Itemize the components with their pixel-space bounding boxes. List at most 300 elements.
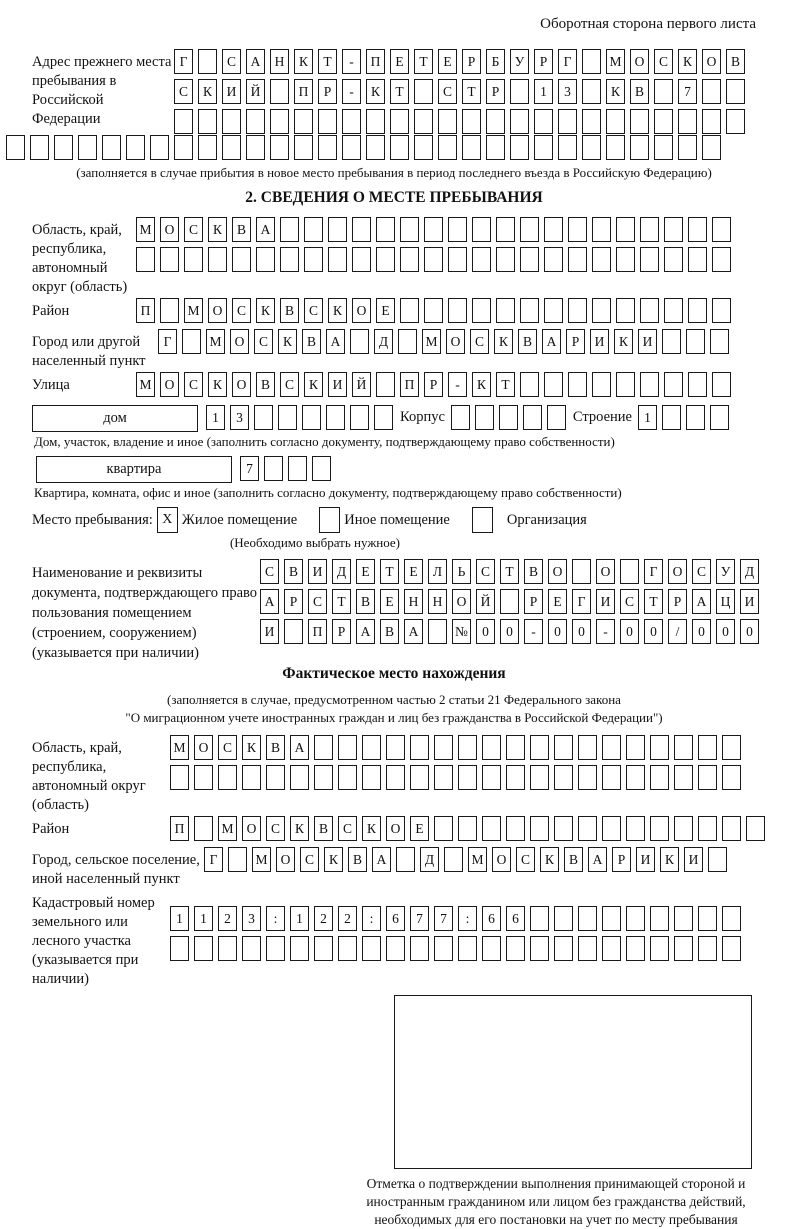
char-box — [568, 247, 587, 272]
char-box: С — [260, 559, 279, 584]
char-box — [198, 135, 217, 160]
char-box: В — [380, 619, 399, 644]
char-box — [654, 109, 673, 134]
char-box — [318, 135, 337, 160]
char-box: В — [630, 79, 649, 104]
char-box: К — [278, 329, 297, 354]
char-box — [376, 247, 395, 272]
char-box: О — [276, 847, 295, 872]
char-box: А — [372, 847, 391, 872]
char-box — [386, 765, 405, 790]
char-box — [312, 456, 331, 481]
char-box — [264, 456, 283, 481]
char-box: М — [252, 847, 271, 872]
char-box — [6, 135, 25, 160]
char-box: К — [328, 298, 347, 323]
char-box: О — [386, 816, 405, 841]
char-box — [182, 329, 201, 354]
char-box — [342, 109, 361, 134]
char-box: М — [422, 329, 441, 354]
char-box — [582, 109, 601, 134]
char-box: - — [448, 372, 467, 397]
option-zhiloe-label: Жилое помещение — [181, 511, 298, 528]
char-box: В — [314, 816, 333, 841]
char-box — [554, 765, 573, 790]
char-box — [30, 135, 49, 160]
char-box — [472, 217, 491, 242]
char-box: Т — [380, 559, 399, 584]
char-box: К — [614, 329, 633, 354]
char-box: А — [404, 619, 423, 644]
char-box — [640, 372, 659, 397]
char-box — [434, 765, 453, 790]
document-label: Наименование и реквизиты документа, подтверждающего право пользования помещением (строением, сооружением) (указывается при наличии) — [32, 565, 258, 661]
char-box — [592, 372, 611, 397]
char-box: П — [170, 816, 189, 841]
char-box: П — [366, 49, 385, 74]
char-box: Г — [204, 847, 223, 872]
char-box: 0 — [716, 619, 735, 644]
char-box — [578, 936, 597, 961]
char-box: Е — [410, 816, 429, 841]
char-box: К — [242, 735, 261, 760]
char-box: 0 — [548, 619, 567, 644]
dom-block — [32, 405, 756, 432]
char-box: Й — [352, 372, 371, 397]
char-box: П — [294, 79, 313, 104]
char-box — [280, 217, 299, 242]
char-box: В — [284, 559, 303, 584]
char-box — [530, 906, 549, 931]
char-box — [698, 735, 717, 760]
char-box: 0 — [572, 619, 591, 644]
kvartira-box: квартира — [36, 456, 232, 483]
char-box — [578, 906, 597, 931]
char-box — [410, 735, 429, 760]
char-box: Г — [158, 329, 177, 354]
char-box — [722, 765, 741, 790]
char-box — [664, 372, 683, 397]
char-box: Р — [424, 372, 443, 397]
char-box — [294, 135, 313, 160]
oblast-block — [32, 217, 756, 297]
char-box: С — [300, 847, 319, 872]
char-box — [328, 247, 347, 272]
char-box: М — [206, 329, 225, 354]
char-box — [326, 405, 345, 430]
char-box: В — [348, 847, 367, 872]
char-box — [458, 735, 477, 760]
char-box — [616, 372, 635, 397]
kvartira-cells — [240, 456, 336, 481]
char-box: - — [342, 79, 361, 104]
char-box: Р — [284, 589, 303, 614]
char-box: Т — [390, 79, 409, 104]
char-box: 6 — [482, 906, 501, 931]
char-box — [506, 816, 525, 841]
char-box — [568, 372, 587, 397]
char-box — [362, 936, 381, 961]
char-box — [698, 765, 717, 790]
char-box — [218, 765, 237, 790]
char-box — [630, 109, 649, 134]
char-box — [530, 735, 549, 760]
char-box: Й — [476, 589, 495, 614]
char-box — [280, 247, 299, 272]
char-box — [150, 135, 169, 160]
mesto-label: Место пребывания: — [32, 511, 153, 528]
checkbox-inoe — [319, 507, 340, 533]
char-box: В — [266, 735, 285, 760]
char-box: С — [266, 816, 285, 841]
char-box: М — [136, 217, 155, 242]
char-box — [246, 109, 265, 134]
document-row-2 — [260, 589, 764, 614]
char-box: К — [256, 298, 275, 323]
char-box — [174, 109, 193, 134]
char-box — [708, 847, 727, 872]
char-box — [400, 247, 419, 272]
fact-gorod-row — [204, 847, 732, 872]
char-box — [520, 372, 539, 397]
char-box — [616, 217, 635, 242]
char-box — [602, 906, 621, 931]
char-box — [174, 135, 193, 160]
char-box — [472, 298, 491, 323]
char-box — [602, 816, 621, 841]
char-box — [496, 298, 515, 323]
char-box — [350, 329, 369, 354]
char-box: К — [304, 372, 323, 397]
prev-address-row-4 — [6, 135, 756, 160]
fact-raion-block — [32, 816, 756, 846]
char-box: Е — [404, 559, 423, 584]
prev-address-row-3 — [174, 109, 750, 134]
prev-address-row-1 — [174, 49, 750, 74]
char-box: О — [160, 372, 179, 397]
char-box — [640, 217, 659, 242]
char-box: В — [564, 847, 583, 872]
char-box: С — [232, 298, 251, 323]
char-box — [686, 329, 705, 354]
option-organizaciya-label: Организация — [506, 511, 587, 528]
fact-gorod-label: Город, сельское поселение, иной населенный пункт — [32, 852, 200, 887]
char-box — [350, 405, 369, 430]
char-box: 0 — [476, 619, 495, 644]
char-box: С — [254, 329, 273, 354]
char-box: О — [232, 372, 251, 397]
char-box: С — [174, 79, 193, 104]
char-box: С — [218, 735, 237, 760]
kadastr-row-1 — [170, 906, 746, 931]
char-box: Н — [404, 589, 423, 614]
char-box — [688, 217, 707, 242]
char-box — [246, 135, 265, 160]
char-box — [458, 816, 477, 841]
char-box: 6 — [386, 906, 405, 931]
char-box — [314, 936, 333, 961]
char-box: Р — [462, 49, 481, 74]
char-box — [451, 405, 470, 430]
char-box — [650, 816, 669, 841]
char-box: С — [280, 372, 299, 397]
char-box — [544, 298, 563, 323]
char-box — [578, 816, 597, 841]
oblast-label: Область, край, республика, автономный округ (область) — [32, 222, 128, 295]
char-box — [482, 765, 501, 790]
char-box — [136, 247, 155, 272]
char-box: В — [726, 49, 745, 74]
char-box: В — [256, 372, 275, 397]
char-box — [386, 735, 405, 760]
char-box — [554, 906, 573, 931]
char-box: Б — [486, 49, 505, 74]
char-box — [472, 247, 491, 272]
char-box — [54, 135, 73, 160]
stroenie-cells — [638, 405, 734, 430]
char-box: К — [198, 79, 217, 104]
char-box — [362, 765, 381, 790]
char-box — [458, 936, 477, 961]
char-box: И — [308, 559, 327, 584]
char-box — [434, 816, 453, 841]
char-box — [496, 247, 515, 272]
char-box — [712, 372, 731, 397]
char-box — [222, 109, 241, 134]
char-box — [390, 109, 409, 134]
char-box: С — [620, 589, 639, 614]
char-box: С — [438, 79, 457, 104]
char-box — [254, 405, 273, 430]
char-box — [278, 405, 297, 430]
char-box: К — [678, 49, 697, 74]
char-box: / — [668, 619, 687, 644]
oblast-row-1 — [136, 217, 736, 242]
char-box: Ь — [452, 559, 471, 584]
char-box: 1 — [194, 906, 213, 931]
char-box — [592, 247, 611, 272]
char-box: С — [222, 49, 241, 74]
char-box — [726, 109, 745, 134]
document-block — [32, 559, 756, 663]
char-box: О — [492, 847, 511, 872]
char-box — [160, 298, 179, 323]
char-box — [438, 109, 457, 134]
char-box — [184, 247, 203, 272]
char-box: : — [266, 906, 285, 931]
char-box — [290, 936, 309, 961]
char-box — [410, 765, 429, 790]
char-box — [534, 135, 553, 160]
char-box — [284, 619, 303, 644]
char-box — [726, 79, 745, 104]
char-box: Г — [572, 589, 591, 614]
char-box: 3 — [242, 906, 261, 931]
char-box: И — [684, 847, 703, 872]
char-box — [376, 217, 395, 242]
char-box — [674, 765, 693, 790]
char-box — [547, 405, 566, 430]
char-box — [499, 405, 518, 430]
char-box — [414, 135, 433, 160]
stamp-area — [32, 995, 756, 1229]
char-box: М — [170, 735, 189, 760]
char-box — [374, 405, 393, 430]
char-box — [510, 135, 529, 160]
char-box: Е — [376, 298, 395, 323]
char-box — [218, 936, 237, 961]
char-box — [496, 217, 515, 242]
char-box: Р — [668, 589, 687, 614]
char-box — [160, 247, 179, 272]
char-box — [722, 816, 741, 841]
char-box — [242, 765, 261, 790]
char-box — [314, 765, 333, 790]
char-box — [366, 135, 385, 160]
char-box — [654, 79, 673, 104]
char-box — [578, 735, 597, 760]
dom-cells — [206, 405, 398, 430]
char-box: 1 — [206, 405, 225, 430]
char-box — [352, 247, 371, 272]
char-box — [712, 298, 731, 323]
char-box: Д — [332, 559, 351, 584]
char-box — [304, 217, 323, 242]
char-box: Р — [612, 847, 631, 872]
char-box — [688, 372, 707, 397]
char-box: И — [328, 372, 347, 397]
char-box: Р — [524, 589, 543, 614]
fact-title: Фактическое место нахождения — [282, 665, 506, 682]
char-box — [626, 816, 645, 841]
char-box: С — [184, 217, 203, 242]
char-box: Е — [390, 49, 409, 74]
char-box: С — [516, 847, 535, 872]
char-box: П — [308, 619, 327, 644]
char-box: 2 — [338, 906, 357, 931]
char-box: : — [458, 906, 477, 931]
char-box — [510, 79, 529, 104]
korpus-cells — [451, 405, 571, 430]
char-box: Р — [318, 79, 337, 104]
char-box — [592, 298, 611, 323]
char-box — [242, 936, 261, 961]
char-box: 0 — [500, 619, 519, 644]
ulitsa-row — [136, 372, 736, 397]
char-box — [722, 906, 741, 931]
stroenie-label: Строение — [572, 409, 632, 425]
char-box — [338, 765, 357, 790]
char-box — [662, 405, 681, 430]
prev-address-label: Адрес прежнего места пребывания в Российской Федерации — [32, 54, 172, 127]
char-box: И — [260, 619, 279, 644]
fact-oblast-row-2 — [170, 765, 746, 790]
char-box: С — [476, 559, 495, 584]
char-box — [366, 109, 385, 134]
kadastr-block — [32, 890, 756, 989]
char-box — [630, 135, 649, 160]
char-box: К — [208, 217, 227, 242]
fact-raion-label: Район — [32, 821, 70, 837]
kvartira-note: Квартира, комната, офис и иное (заполнить согласно документу, подтверждающему право собственности) — [34, 485, 622, 500]
char-box: - — [596, 619, 615, 644]
char-box — [650, 765, 669, 790]
char-box — [486, 135, 505, 160]
char-box — [530, 936, 549, 961]
char-box: 7 — [678, 79, 697, 104]
char-box — [232, 247, 251, 272]
char-box: С — [338, 816, 357, 841]
gorod-label: Город или другой населенный пункт — [32, 334, 146, 369]
char-box — [288, 456, 307, 481]
char-box: 2 — [218, 906, 237, 931]
char-box — [400, 217, 419, 242]
char-box — [554, 735, 573, 760]
char-box: Т — [644, 589, 663, 614]
char-box: О — [160, 217, 179, 242]
char-box — [722, 735, 741, 760]
char-box: В — [356, 589, 375, 614]
char-box — [616, 298, 635, 323]
char-box — [266, 936, 285, 961]
char-box — [558, 135, 577, 160]
char-box: 3 — [558, 79, 577, 104]
char-box — [523, 405, 542, 430]
char-box — [712, 217, 731, 242]
char-box: № — [452, 619, 471, 644]
char-box: С — [654, 49, 673, 74]
checkbox-zhiloe: X — [157, 507, 178, 533]
char-box: К — [540, 847, 559, 872]
document-row-3 — [260, 619, 764, 644]
char-box: Д — [740, 559, 759, 584]
fact-gorod-block — [32, 847, 756, 889]
char-box — [702, 109, 721, 134]
char-box: Р — [566, 329, 585, 354]
char-box — [568, 217, 587, 242]
ulitsa-block — [32, 372, 756, 402]
char-box: Е — [548, 589, 567, 614]
char-box: У — [716, 559, 735, 584]
char-box — [544, 247, 563, 272]
char-box: Т — [318, 49, 337, 74]
char-box — [314, 735, 333, 760]
char-box: А — [542, 329, 561, 354]
char-box: 2 — [314, 906, 333, 931]
char-box: - — [524, 619, 543, 644]
char-box: Р — [486, 79, 505, 104]
char-box — [228, 847, 247, 872]
gorod-row — [158, 329, 734, 354]
char-box — [386, 936, 405, 961]
char-box: А — [260, 589, 279, 614]
char-box — [640, 298, 659, 323]
char-box — [462, 135, 481, 160]
char-box: Й — [246, 79, 265, 104]
char-box: 1 — [290, 906, 309, 931]
char-box — [616, 247, 635, 272]
char-box — [448, 298, 467, 323]
char-box — [530, 765, 549, 790]
char-box: В — [280, 298, 299, 323]
char-box — [606, 135, 625, 160]
char-box — [544, 217, 563, 242]
char-box: Д — [374, 329, 393, 354]
fact-note-1: (заполняется в случае, предусмотренном частью 2 статьи 21 Федерального закона — [167, 692, 621, 707]
char-box — [602, 735, 621, 760]
char-box: К — [366, 79, 385, 104]
char-box — [654, 135, 673, 160]
